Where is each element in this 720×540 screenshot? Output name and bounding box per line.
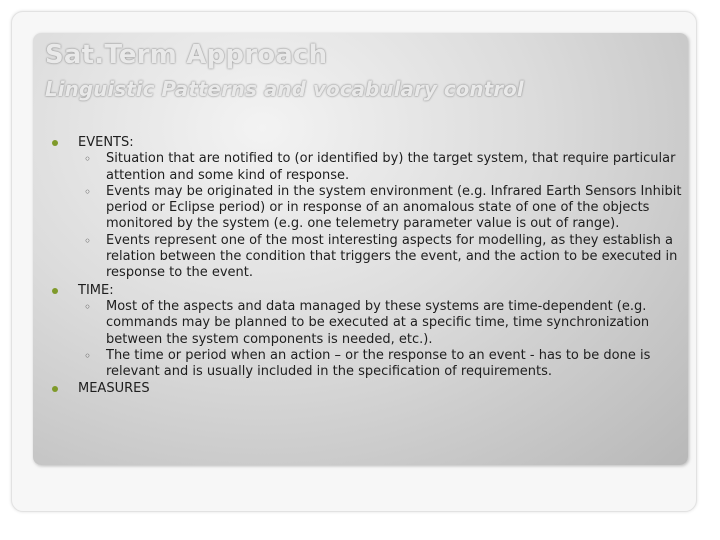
sub-bullet-icon: ◦ — [84, 348, 92, 363]
sub-item — [84, 151, 688, 184]
sub-item-text: Events may be originated in the system environment (e.g. Infrared Earth Sensors Inhibit period or Eclipse period) or in response of an anomalous state of one of the objects monitored by the system (e.g. one telemetry parameter value is out of range). — [106, 183, 682, 232]
bullet-list — [58, 135, 688, 399]
bullet-dot-icon — [52, 288, 58, 294]
bullet-label: TIME: — [78, 282, 114, 298]
slide-subtitle: Linguistic Patterns and vocabulary control — [45, 77, 524, 101]
sub-item-text: Situation that are notified to (or identified by) the target system, that require particular attention and some kind of response. — [106, 151, 676, 183]
sub-bullet-icon: ◦ — [84, 184, 92, 199]
sub-item — [84, 299, 688, 348]
bullet-item-events — [58, 135, 688, 282]
bullet-dot-icon — [52, 140, 58, 146]
sub-bullet-icon: ◦ — [84, 152, 92, 167]
sub-list-events — [78, 151, 688, 281]
sub-item — [84, 348, 688, 381]
slide-title: Sat.Term Approach — [45, 40, 328, 70]
bullet-label: MEASURES — [78, 381, 150, 397]
sub-bullet-icon: ◦ — [84, 233, 92, 248]
sub-item-text: Events represent one of the most interesting aspects for modelling, as they establish a relation between the condition that triggers the event, and the action to be executed in response to the event. — [106, 232, 678, 281]
bullet-dot-icon — [52, 386, 58, 392]
sub-item-text: The time or period when an action – or the response to an event - has to be done is relevant and is usually included in the specification of requirements. — [106, 347, 651, 380]
sub-item — [84, 184, 688, 233]
sub-bullet-icon: ◦ — [84, 299, 92, 314]
bullet-item-measures — [58, 381, 688, 397]
bullet-item-time — [58, 283, 688, 381]
sub-list-time — [78, 299, 688, 380]
bullet-label: EVENTS: — [78, 135, 134, 150]
sub-item-text: Most of the aspects and data managed by these systems are time-dependent (e.g. commands may be planned to be executed at a specific time, time synchronization between the system components is needed, etc.). — [106, 298, 650, 347]
sub-item — [84, 233, 688, 282]
